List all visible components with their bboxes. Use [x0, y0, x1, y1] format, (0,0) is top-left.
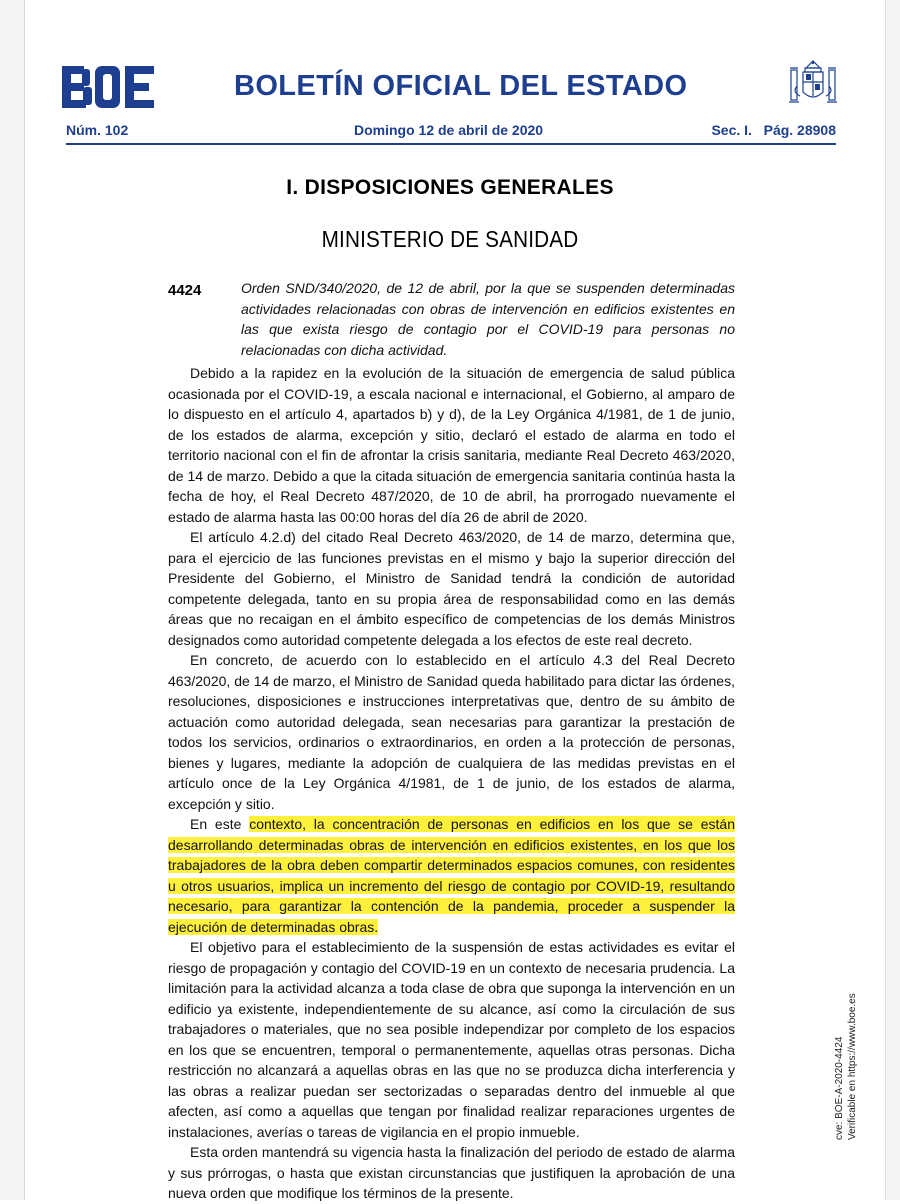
highlighted-text: contexto, la concentración de personas en edificios en los que se están desarrollando determinadas obras de intervención en edificios existentes, en los que los trabajadores de la obra deben compartir determinados espacios comunes, con residentes u otros usuarios, implica un incremento del riesgo de contagio por COVID-19, resultando necesario, para garantizar la contención de la pandemia, proceder a suspender la ejecución de determinadas obras. — [168, 816, 735, 935]
body-paragraph: El artículo 4.2.d) del citado Real Decreto 463/2020, de 14 de marzo, determina que, para el ejercicio de las funciones previstas en el mismo y bajo la superior dirección del Presidente del Gobierno, el Ministro de Sanidad tendrá la condición de autoridad competente delegada, tanto en su propia área de responsabilidad como en las demás áreas que no recaigan en el ámbito específico de competencias de los demás Ministros designados como autoridad competente delegada a los efectos de este real decreto. — [168, 529, 735, 648]
paragraph-lead: En este — [190, 816, 250, 832]
issue-number: Núm. 102 — [66, 122, 129, 138]
ministry-title: MINISTERIO DE SANIDAD — [321, 226, 579, 252]
header-divider — [66, 143, 836, 145]
boe-logo — [62, 66, 154, 108]
highlighted-paragraph — [168, 814, 735, 937]
body-paragraph: El objetivo para el establecimiento de la suspensión de estas actividades es evitar el riesgo de propagación y contagio del COVID-19 en un contexto de necesaria prudencia. La limitación para la actividad alcanza a toda clase de obra que suponga la intervención en un edificio ya existente, independientemente de su alcance, así como la circulación de sus trabajadores o materiales, que no sea posible independizar por completo de los espacios en los que se encuentren, temporal o permanentemente, aquellas otras personas. Dicha restricción no alcanzará a aquellas obras en las que no se produzca dicha interferencia y las obras a realizar puedan ser sectorizadas o separadas dentro del inmueble al que afecten, así como a aquellas que tengan por finalidad realizar reparaciones urgentes de instalaciones, averías o tareas de vigilancia en el propio inmueble. — [168, 939, 735, 1140]
body-paragraph: En concreto, de acuerdo con lo establecido en el artículo 4.3 del Real Decreto 463/2020, de 14 de marzo, el Ministro de Sanidad queda habilitado para dictar las órdenes, resoluciones, disposiciones e instrucciones interpretativas que, dentro de su ámbito de actuación como autoridad delegada, sean necesarias para garantizar la prestación de todos los servicios, ordinarios o extraordinarios, en orden a la protección de personas, bienes y lugares, mediante la adopción de cualquiera de las medidas previstas en el artículo once de la Ley Orgánica 4/1981, de 1 de junio, de los estados de alarma, excepción y sitio. — [168, 652, 735, 812]
cve-code: cve: BOE-A-2020-4424 — [834, 1036, 845, 1140]
verification-link: Verificable en https://www.boe.es — [847, 993, 858, 1140]
body-paragraph: Esta orden mantendrá su vigencia hasta la finalización del periodo de estado de alarma y sus prórrogas, o hasta que existan circunstancias que justifiquen la aprobación de una nueva orden que modifique los términos de la presente. — [168, 1144, 735, 1201]
issue-date: Domingo 12 de abril de 2020 — [354, 122, 544, 138]
verification-note — [833, 940, 859, 1140]
header-title: BOLETÍN OFICIAL DEL ESTADO — [234, 70, 688, 102]
document-body — [168, 363, 735, 1204]
order-number: 4424 — [168, 282, 202, 299]
section-page: Sec. I. Pág. 28908 — [711, 122, 836, 138]
body-paragraph: Debido a la rapidez en la evolución de la situación de emergencia de salud pública ocasionada por el COVID-19, a escala nacional e internacional, el Gobierno, al amparo de lo dispuesto en el artículo 4, apartados b) y d), de la Ley Orgánica 4/1981, de 1 de junio, de los estados de alarma, excepción y sitio, declaró el estado de alarma en todo el territorio nacional con el fin de afrontar la crisis sanitaria, mediante Real Decreto 463/2020, de 14 de marzo. Debido a que la citada situación de emergencia sanitaria continúa hasta la fecha de hoy, el Real Decreto 487/2020, de 10 de abril, ha prorrogado nuevamente el estado de alarma hasta las 00:00 horas del día 26 de abril de 2020. — [168, 365, 735, 525]
order-summary: Orden SND/340/2020, de 12 de abril, por la que se suspenden determinadas actividades relacionadas con obras de intervención en edificios existentes en las que exista riesgo de contagio por el COVID-19 para personas no relacionadas con dicha actividad. — [241, 280, 735, 358]
section-title: I. DISPOSICIONES GENERALES — [286, 176, 614, 199]
coat-of-arms-icon — [788, 58, 838, 114]
header-meta-row — [66, 122, 836, 142]
